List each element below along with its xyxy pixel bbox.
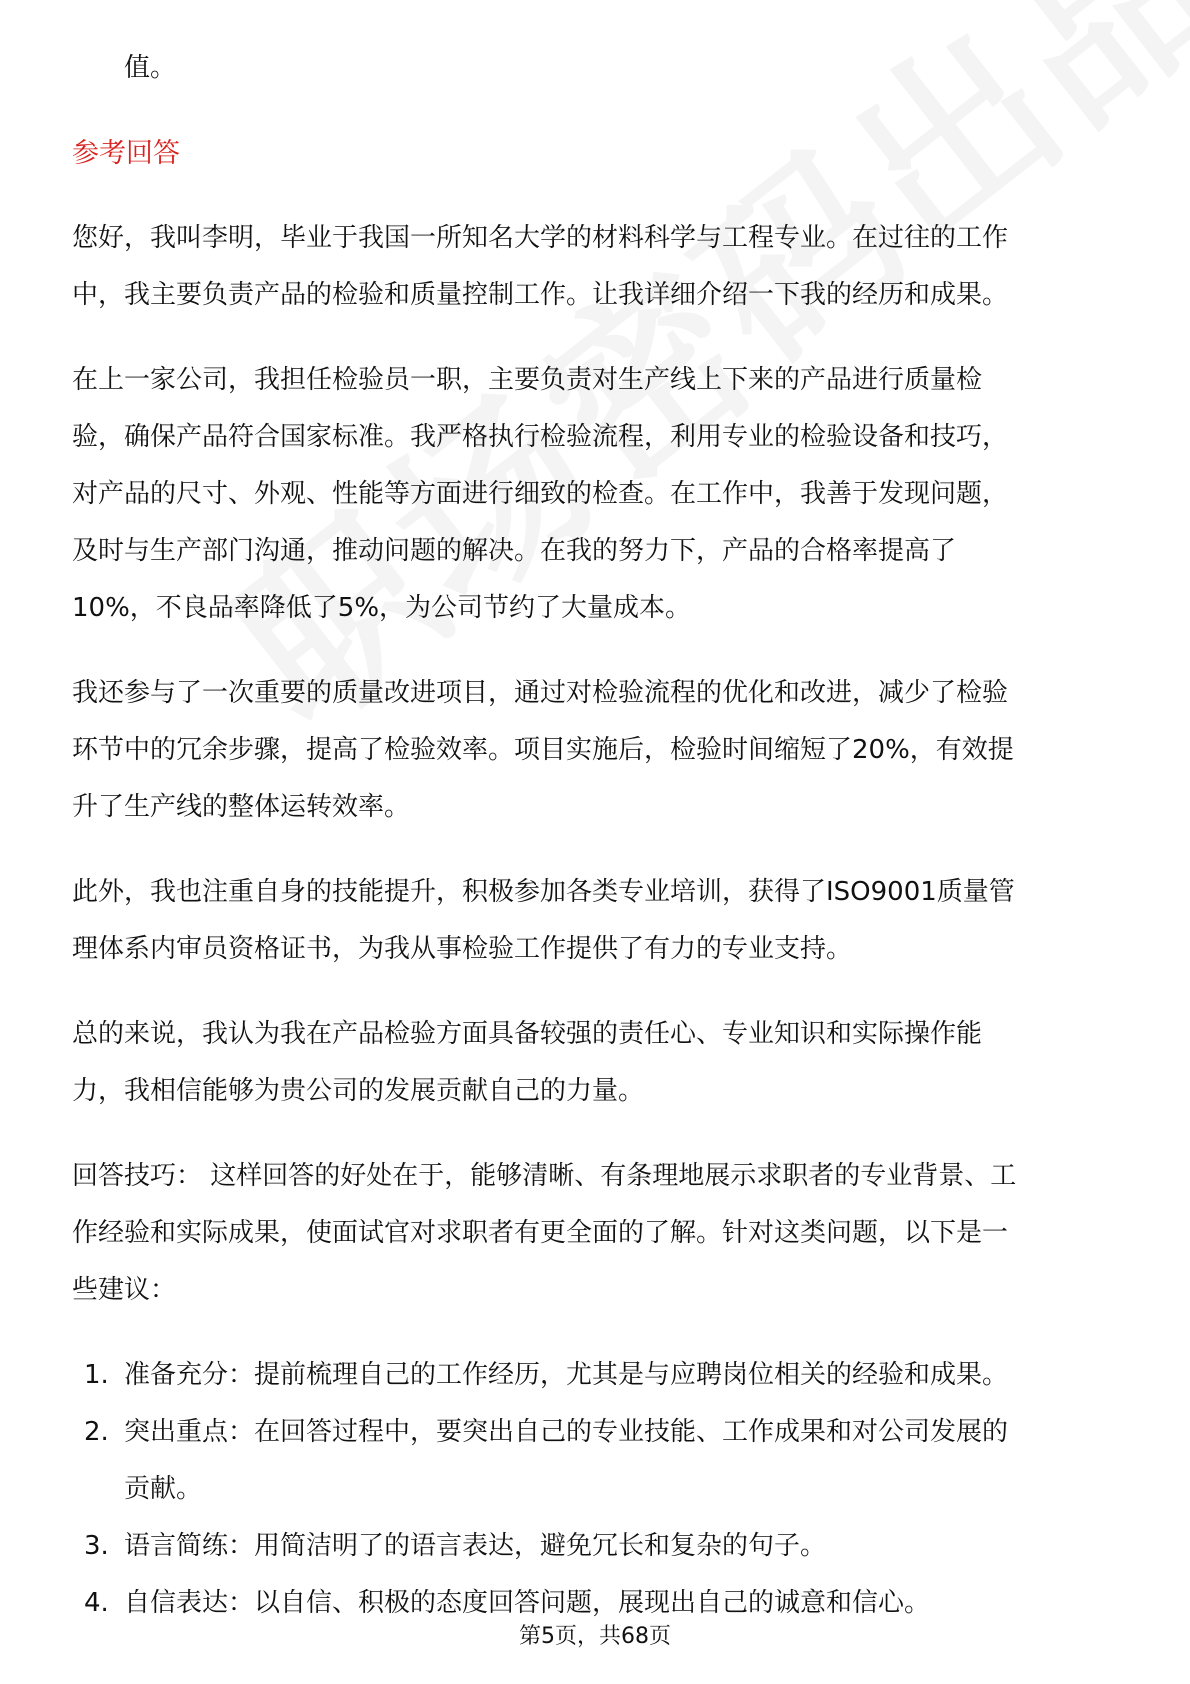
- list-item: [72, 1518, 1122, 1575]
- list-item-text: 准备充分：提前梳理自己的工作经历，尤其是与应聘岗位相关的经验和成果。: [124, 1360, 1009, 1390]
- text-line: 总的来说，我认为我在产品检验方面具备较强的责任心、专业知识和实际操作能: [72, 1019, 983, 1049]
- paragraph-improvement-project: [72, 665, 1122, 836]
- list-number: 3.: [84, 1531, 109, 1561]
- list-number: 1.: [84, 1360, 109, 1390]
- suggestion-list: [72, 1347, 1122, 1632]
- list-item-text: 语言简练：用简洁明了的语言表达，避免冗长和复杂的句子。: [124, 1531, 827, 1561]
- text-line: 作经验和实际成果，使面试官对求职者有更全面的了解。针对这类问题，以下是一: [72, 1218, 1009, 1248]
- page-number-footer: 第5页，共68页: [519, 1624, 671, 1649]
- list-item-text: 贡献。: [124, 1474, 203, 1504]
- text-line: 中，我主要负责产品的检验和质量控制工作。让我详细介绍一下我的经历和成果。: [72, 280, 1009, 310]
- paragraph-summary: [72, 1006, 1122, 1120]
- list-item-text: 突出重点：在回答过程中，要突出自己的专业技能、工作成果和对公司发展的: [124, 1417, 1009, 1447]
- paragraph-intro: [72, 210, 1122, 324]
- text-line: 环节中的冗余步骤，提高了检验效率。项目实施后，检验时间缩短了20%，有效提: [72, 735, 1014, 765]
- section-heading: 参考回答: [72, 138, 180, 169]
- paragraph-previous-job: [72, 352, 1122, 637]
- list-number: 4.: [84, 1588, 109, 1618]
- list-number: 2.: [84, 1417, 109, 1447]
- paragraph-answer-tips: [72, 1148, 1122, 1319]
- text-line: 理体系内审员资格证书，为我从事检验工作提供了有力的专业支持。: [72, 934, 853, 964]
- page-content: [72, 40, 1122, 1632]
- paragraph-skills: [72, 864, 1122, 978]
- list-item-text: 自信表达：以自信、积极的态度回答问题，展现出自己的诚意和信心。: [124, 1588, 931, 1618]
- text-line: 力，我相信能够为贵公司的发展贡献自己的力量。: [72, 1076, 645, 1106]
- text-line: 回答技巧： 这样回答的好处在于，能够清晰、有条理地展示求职者的专业背景、工: [72, 1161, 1017, 1191]
- list-item: [72, 1404, 1122, 1518]
- text-line: 升了生产线的整体运转效率。: [72, 792, 411, 822]
- text-line: 我还参与了一次重要的质量改进项目，通过对检验流程的优化和改进，减少了检验: [72, 678, 1009, 708]
- text-line: 您好，我叫李明，毕业于我国一所知名大学的材料科学与工程专业。在过往的工作: [72, 223, 1009, 253]
- text-line: 些建议：: [72, 1275, 177, 1305]
- text-line: 此外，我也注重自身的技能提升，积极参加各类专业培训，获得了ISO9001质量管: [72, 877, 1015, 907]
- text-line: 对产品的尺寸、外观、性能等方面进行细致的检查。在工作中，我善于发现问题，: [72, 479, 1009, 509]
- text-line: 及时与生产部门沟通，推动问题的解决。在我的努力下，产品的合格率提高了: [72, 536, 957, 566]
- continued-text-fragment: 值。: [124, 53, 177, 83]
- list-item: [72, 1347, 1122, 1404]
- text-line: 验，确保产品符合国家标准。我严格执行检验流程，利用专业的检验设备和技巧，: [72, 422, 1009, 452]
- text-line: 在上一家公司，我担任检验员一职，主要负责对生产线上下来的产品进行质量检: [72, 365, 983, 395]
- text-line: 10%，不良品率降低了5%，为公司节约了大量成本。: [72, 593, 692, 623]
